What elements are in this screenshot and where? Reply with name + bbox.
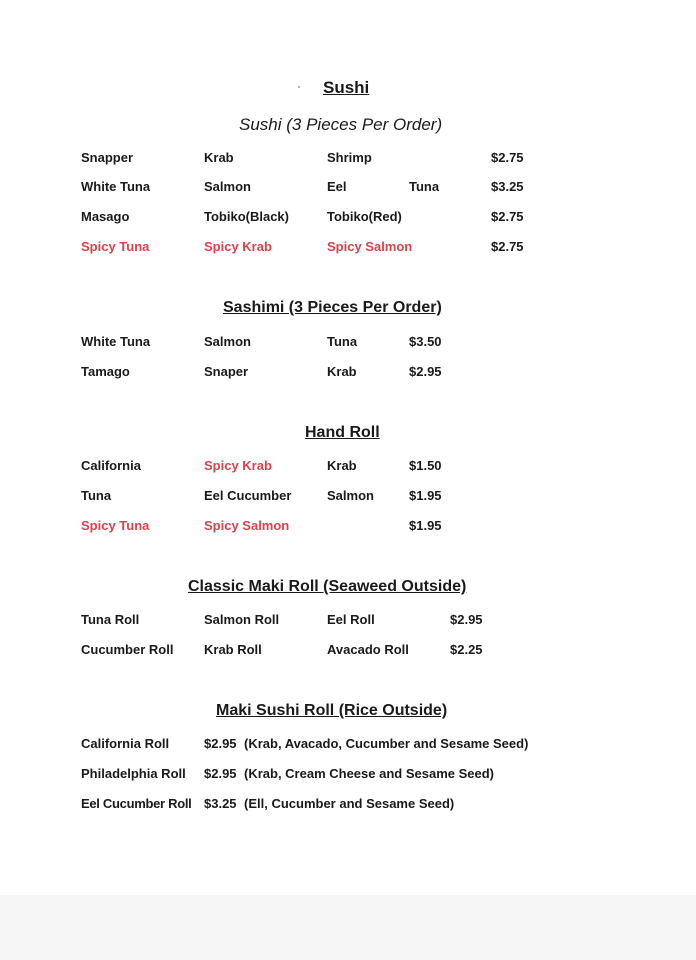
spicy-menu-item: Spicy Krab xyxy=(204,239,272,254)
price: $2.75 xyxy=(491,150,524,165)
menu-item: California Roll xyxy=(81,736,170,751)
scan-speck xyxy=(298,86,300,88)
menu-item: White Tuna xyxy=(81,334,151,349)
price: $1.95 xyxy=(409,518,442,533)
price: $2.25 xyxy=(450,642,483,657)
sashimi-heading: Sashimi (3 Pieces Per Order) xyxy=(223,299,442,316)
menu-item: Krab xyxy=(204,150,234,165)
maki-sushi-heading: Maki Sushi Roll (Rice Outside) xyxy=(216,702,448,719)
menu-item: Eel Cucumber Roll xyxy=(81,796,192,811)
price: $2.75 xyxy=(491,239,524,254)
price: $3.50 xyxy=(409,334,442,349)
menu-item: Krab xyxy=(327,458,357,473)
menu-item: Philadelphia Roll xyxy=(81,766,186,781)
classic-maki-heading: Classic Maki Roll (Seaweed Outside) xyxy=(188,578,467,595)
price: $2.95 xyxy=(204,736,237,751)
menu-item: Eel Roll xyxy=(327,612,375,627)
item-description: (Krab, Cream Cheese and Sesame Seed) xyxy=(244,766,494,781)
menu-item: Salmon xyxy=(204,334,251,349)
menu-item: Krab xyxy=(327,364,357,379)
price: $2.95 xyxy=(450,612,483,627)
menu-item: White Tuna xyxy=(81,179,151,194)
menu-item: Tuna xyxy=(327,334,358,349)
page-bottom-shade xyxy=(0,895,696,960)
hand-roll-heading: Hand Roll xyxy=(305,424,380,441)
price: $1.95 xyxy=(409,488,442,503)
menu-item: Salmon xyxy=(204,179,251,194)
spicy-menu-item: Spicy Salmon xyxy=(327,239,413,254)
spicy-menu-item: Spicy Tuna xyxy=(81,239,150,254)
spicy-menu-item: Spicy Salmon xyxy=(204,518,290,533)
menu-item: Krab Roll xyxy=(204,642,262,657)
price: $2.75 xyxy=(491,209,524,224)
menu-item: Tuna xyxy=(81,488,112,503)
menu-item: Tobiko(Red) xyxy=(327,209,402,224)
menu-item: Snapper xyxy=(81,150,134,165)
menu-item: Masago xyxy=(81,209,130,224)
menu-item: Tamago xyxy=(81,364,130,379)
spicy-menu-item: Spicy Krab xyxy=(204,458,272,473)
menu-item: California xyxy=(81,458,141,473)
sushi-heading: Sushi xyxy=(323,78,370,97)
price: $2.95 xyxy=(204,766,237,781)
price: $2.95 xyxy=(409,364,442,379)
sushi-subtitle: Sushi (3 Pieces Per Order) xyxy=(239,115,443,134)
menu-item: Salmon xyxy=(327,488,374,503)
menu-item: Shrimp xyxy=(327,150,372,165)
price: $3.25 xyxy=(204,796,237,811)
price: $3.25 xyxy=(491,179,524,194)
menu-item: Cucumber Roll xyxy=(81,642,174,657)
menu-item: Tuna xyxy=(409,179,440,194)
menu-item: Avacado Roll xyxy=(327,642,409,657)
menu-item: Tobiko(Black) xyxy=(204,209,289,224)
item-description: (Krab, Avacado, Cucumber and Sesame Seed) xyxy=(244,736,529,751)
menu-item: Snaper xyxy=(204,364,249,379)
item-description: (Ell, Cucumber and Sesame Seed) xyxy=(244,796,455,811)
menu-item: Eel xyxy=(327,179,347,194)
spicy-menu-item: Spicy Tuna xyxy=(81,518,150,533)
menu-item: Eel Cucumber xyxy=(204,488,292,503)
price: $1.50 xyxy=(409,458,442,473)
menu-item: Tuna Roll xyxy=(81,612,140,627)
menu-item: Salmon Roll xyxy=(204,612,280,627)
